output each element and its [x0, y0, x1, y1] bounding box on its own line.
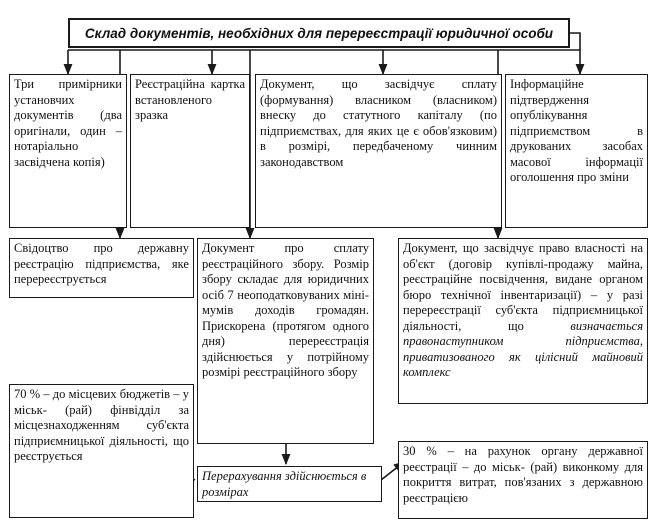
capital-payment-box: Документ, що засвідчує сплату (формування) власником (власником) внеску до статутного капіталу (по підприємствах, для яких це є обов'язковим) в розмірі, передбаченому чинним законодавством [255, 74, 502, 228]
ownership-document-box [398, 238, 648, 404]
express-registration-text: Прискорена (протягом одного дня) перереєстрація здійснюється у потрійному розмірі реєстраційного збору [202, 318, 369, 379]
fee-document-text: Документ про сплату реєстраційного збору. Розмір збору складає для юридичних осіб 7 неоподатковуваних міні-мумів доходів громадян. [202, 241, 369, 317]
registry-body-share-box: 30 % – на рахунок органу державної реєстрації – до міськ- (рай) виконкому для покриття витрат, пов'язаних з державною реєстрацією [398, 441, 648, 519]
local-budget-share-box: 70 % – до місцевих бюджетів – у міськ- (рай) фінвідділ за місцезнаходженням суб'єкта підприємницької діяльності, що реєструється [9, 384, 194, 518]
registration-card-box: Реєстраційна картка встановленого зразка [130, 74, 250, 228]
trunk-line [570, 33, 580, 50]
legal-successor-text: визначається правонаступником підприємства, приватизованого як цілісний майновий комплекс [403, 318, 643, 379]
founding-documents-box: Три примірники установчих документів (два оригінали, один – нотаріально засвідчена копія) [9, 74, 127, 228]
ownership-document-text: Документ, що засвідчує право власності на об'єкт (договір купівлі-продажу майна, реєстраційне посвідчення, видане органом бюро технічної інвентаризації) – у разі перереєстрації суб'єкта підприємницької діяльності, що [403, 241, 643, 333]
state-registration-certificate-box: Свідоцтво про державну реєстрацію підприємства, яке перереєструється [9, 238, 194, 298]
transfer-amounts-box: Перерахування здійснюється в розмірах [197, 466, 382, 502]
registration-fee-document-box [197, 238, 374, 444]
publication-confirmation-box: Інформаційне підтвердження опублікування підприємством в друкованих засобах масової інформації оголошення про зміни [505, 74, 648, 228]
diagram-title: Склад документів, необхідних для перереєстрації юридичної особи [68, 18, 570, 48]
